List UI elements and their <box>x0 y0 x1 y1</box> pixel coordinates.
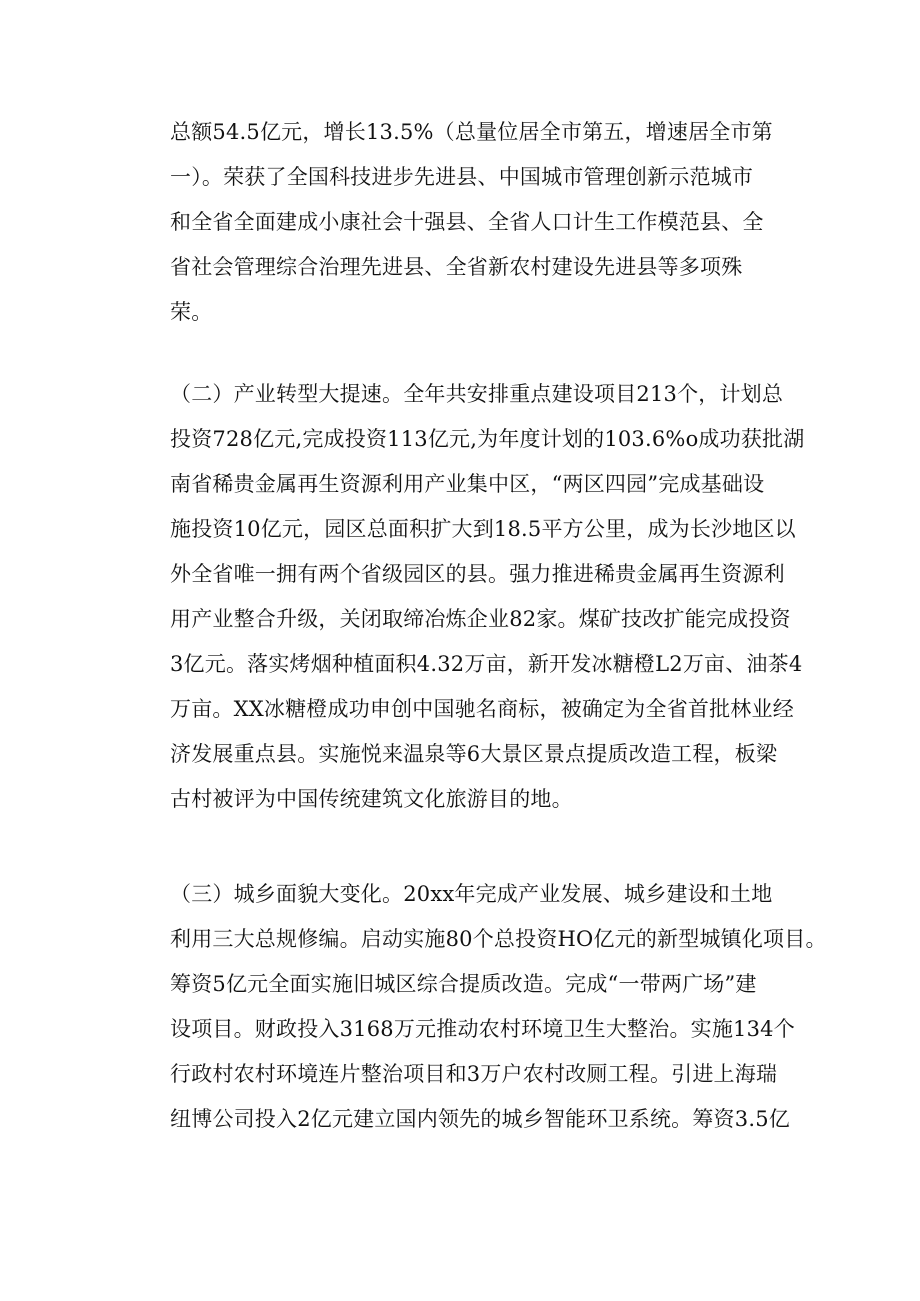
paragraph-3-line-5: 行政村农村环境连片整治项目和3万户农村改厕工程。引进上海瑞 <box>170 1062 778 1086</box>
paragraph-2-line-8: 万亩。XX冰糖橙成功申创中国驰名商标，被确定为全省首批林业经 <box>170 697 794 721</box>
paragraph-3-line-4: 设项目。财政投入3168万元推动农村环境卫生大整治。实施134个 <box>170 1017 795 1041</box>
paragraph-3 <box>170 872 827 1142</box>
paragraph-1-line-1: 总额54.5亿元，增长13.5%（总量位居全市第五，增速居全市第 <box>170 120 773 144</box>
paragraph-2-line-5: 外全省唯一拥有两个省级园区的县。强力推进稀贵金属再生资源利 <box>170 562 785 586</box>
paragraph-1-line-2: 一）。荣获了全国科技进步先进县、中国城市管理创新示范城市 <box>170 165 754 189</box>
paragraph-3-line-3: 筹资5亿元全面实施旧城区综合提质改造。完成“一带两广场”建 <box>170 972 757 996</box>
paragraph-1-line-3: 和全省全面建成小康社会十强县、全省人口计生工作模范县、全 <box>170 210 764 234</box>
paragraph-2-line-3: 南省稀贵金属再生资源利用产业集中区，“两区四园”完成基础设 <box>170 472 765 496</box>
paragraph-2-line-10: 古村被评为中国传统建筑文化旅游目的地。 <box>170 787 573 811</box>
paragraph-2-line-1: （二）产业转型大提速。全年共安排重点建设项目213个，计划总 <box>170 382 784 406</box>
paragraph-3-line-1: （三）城乡面貌大变化。20xx年完成产业发展、城乡建设和土地 <box>170 882 773 906</box>
paragraph-1 <box>170 110 773 335</box>
paragraph-2-line-9: 济发展重点县。实施悦来温泉等6大景区景点提质改造工程，板梁 <box>170 742 778 766</box>
paragraph-2-line-2: 投资728亿元,完成投资113亿元,为年度计划的103.6%o成功获批湖 <box>170 427 805 451</box>
paragraph-1-line-4: 省社会管理综合治理先进县、全省新农村建设先进县等多项殊 <box>170 255 743 279</box>
paragraph-3-line-2: 利用三大总规修编。启动实施80个总投资HO亿元的新型城镇化项目。 <box>170 927 827 951</box>
paragraph-2-line-4: 施投资10亿元，园区总面积扩大到18.5平方公里，成为长沙地区以 <box>170 517 796 541</box>
paragraph-2 <box>170 372 805 822</box>
paragraph-2-line-7: 3亿元。落实烤烟种植面积4.32万亩，新开发冰糖橙L2万亩、油茶4 <box>170 652 803 676</box>
paragraph-2-line-6: 用产业整合升级，关闭取缔冶炼企业82家。煤矿技改扩能完成投资 <box>170 607 791 631</box>
paragraph-3-line-6: 纽博公司投入2亿元建立国内领先的城乡智能环卫系统。筹资3.5亿 <box>170 1107 790 1131</box>
paragraph-1-line-5: 荣。 <box>170 300 213 324</box>
